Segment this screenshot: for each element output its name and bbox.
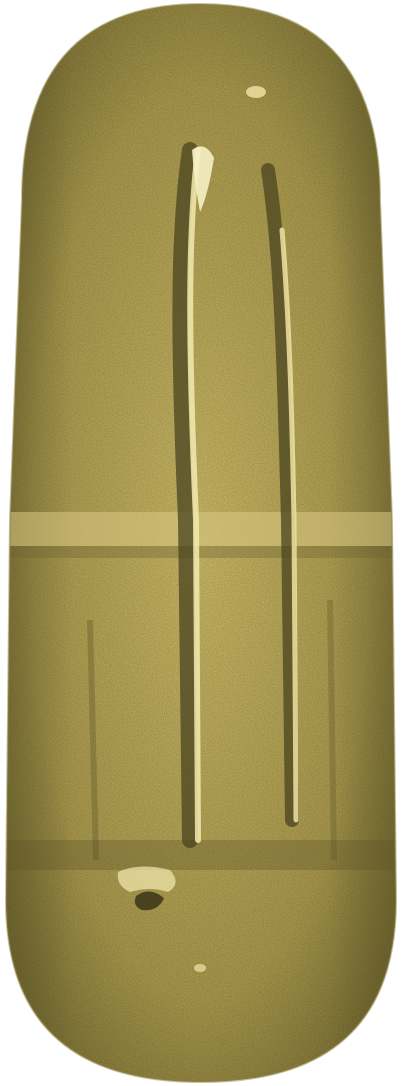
top-speck xyxy=(246,86,266,98)
cap-seam-highlight xyxy=(0,512,402,546)
debris-light xyxy=(118,866,176,892)
bottom-speck xyxy=(194,964,206,972)
lower-right-crease xyxy=(330,600,334,860)
cap-seam-shadow xyxy=(0,546,402,558)
bottom-band-shadow xyxy=(0,840,402,870)
